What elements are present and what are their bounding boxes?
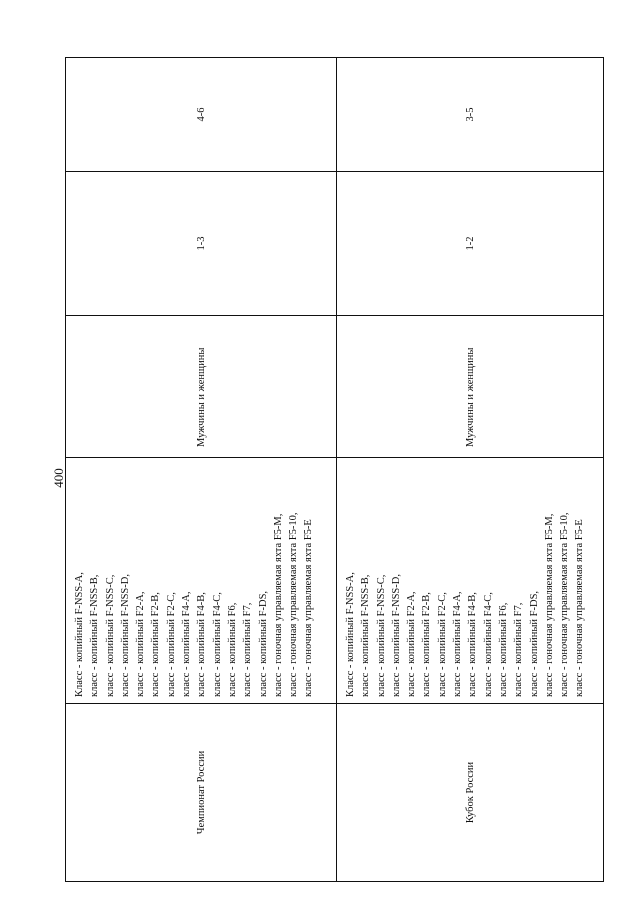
class-item: класс - копийный F2-B, [421, 592, 433, 697]
class-item: класс - копийный F6, [226, 602, 238, 697]
class-item: класс - копийный F2-C, [436, 592, 448, 697]
class-item: класс - копийный F4-A, [452, 591, 464, 697]
class-item: класс - копийный F-NSS-C, [104, 574, 116, 697]
places-cell [337, 171, 603, 315]
places-cell [66, 171, 336, 315]
document-table [65, 57, 604, 882]
class-item: класс - копийный F7, [513, 602, 525, 697]
class-item: класс - копийный F2-C, [165, 592, 177, 697]
page-number: 400 [51, 468, 66, 488]
places-text: 1-2 [464, 236, 476, 251]
places-text: 3-5 [464, 107, 476, 122]
classes-cell [66, 457, 336, 703]
class-item: класс - копийный F-NSS-B, [360, 574, 372, 697]
class-item: класс - копийный F-NSS-D, [390, 574, 402, 697]
table-row [66, 58, 337, 881]
event-cell [66, 703, 336, 881]
classes-list [343, 462, 588, 697]
gender-cell [337, 315, 603, 457]
class-item: класс - копийный F6, [497, 602, 509, 697]
class-item: класс - копийный F2-A, [406, 591, 418, 697]
class-item: класс - копийный F-DS, [528, 590, 540, 697]
class-item: класс - копийный F2-A, [135, 591, 147, 697]
class-item: класс - копийный F4-A, [181, 591, 193, 697]
places-text: 4-6 [195, 107, 207, 122]
class-item: класс - копийный F-NSS-D, [119, 574, 131, 697]
table-row [337, 58, 603, 881]
places-text: 1-3 [195, 236, 207, 251]
event-name: Чемпионат России [195, 750, 207, 835]
gender-text: Мужчины и женщины [464, 347, 476, 447]
class-item: класс - гоночная управляемая яхта F5-E [303, 519, 315, 697]
gender-cell [66, 315, 336, 457]
class-item: класс - гоночная управляемая яхта F5-E [574, 519, 586, 697]
class-item: класс - копийный F4-B, [196, 592, 208, 697]
event-cell [337, 703, 603, 881]
class-item: класс - копийный F4-B, [467, 592, 479, 697]
event-name: Кубок России [464, 761, 476, 824]
class-item: класс - копийный F-NSS-B, [89, 574, 101, 697]
class-item: Класс - копийный F-NSS-A, [345, 572, 356, 697]
places-cell [337, 58, 603, 171]
class-item: класс - копийный F-DS, [257, 590, 269, 697]
class-item: Класс - копийный F-NSS-A, [74, 572, 85, 697]
classes-cell [337, 457, 603, 703]
class-item: класс - копийный F4-C, [211, 592, 223, 697]
gender-text: Мужчины и женщины [195, 347, 207, 447]
places-cell [66, 58, 336, 171]
class-item: класс - гоночная управляемая яхта F5-M, [543, 513, 555, 697]
classes-list [72, 462, 317, 697]
class-item: класс - копийный F-NSS-C, [375, 574, 387, 697]
class-item: класс - копийный F4-C, [482, 592, 494, 697]
competition-table [65, 57, 604, 882]
class-item: класс - копийный F2-B, [150, 592, 162, 697]
class-item: класс - гоночная управляемая яхта F5-10, [288, 512, 300, 697]
class-item: класс - гоночная управляемая яхта F5-M, [272, 513, 284, 697]
class-item: класс - копийный F7, [242, 602, 254, 697]
class-item: класс - гоночная управляемая яхта F5-10, [559, 512, 571, 697]
